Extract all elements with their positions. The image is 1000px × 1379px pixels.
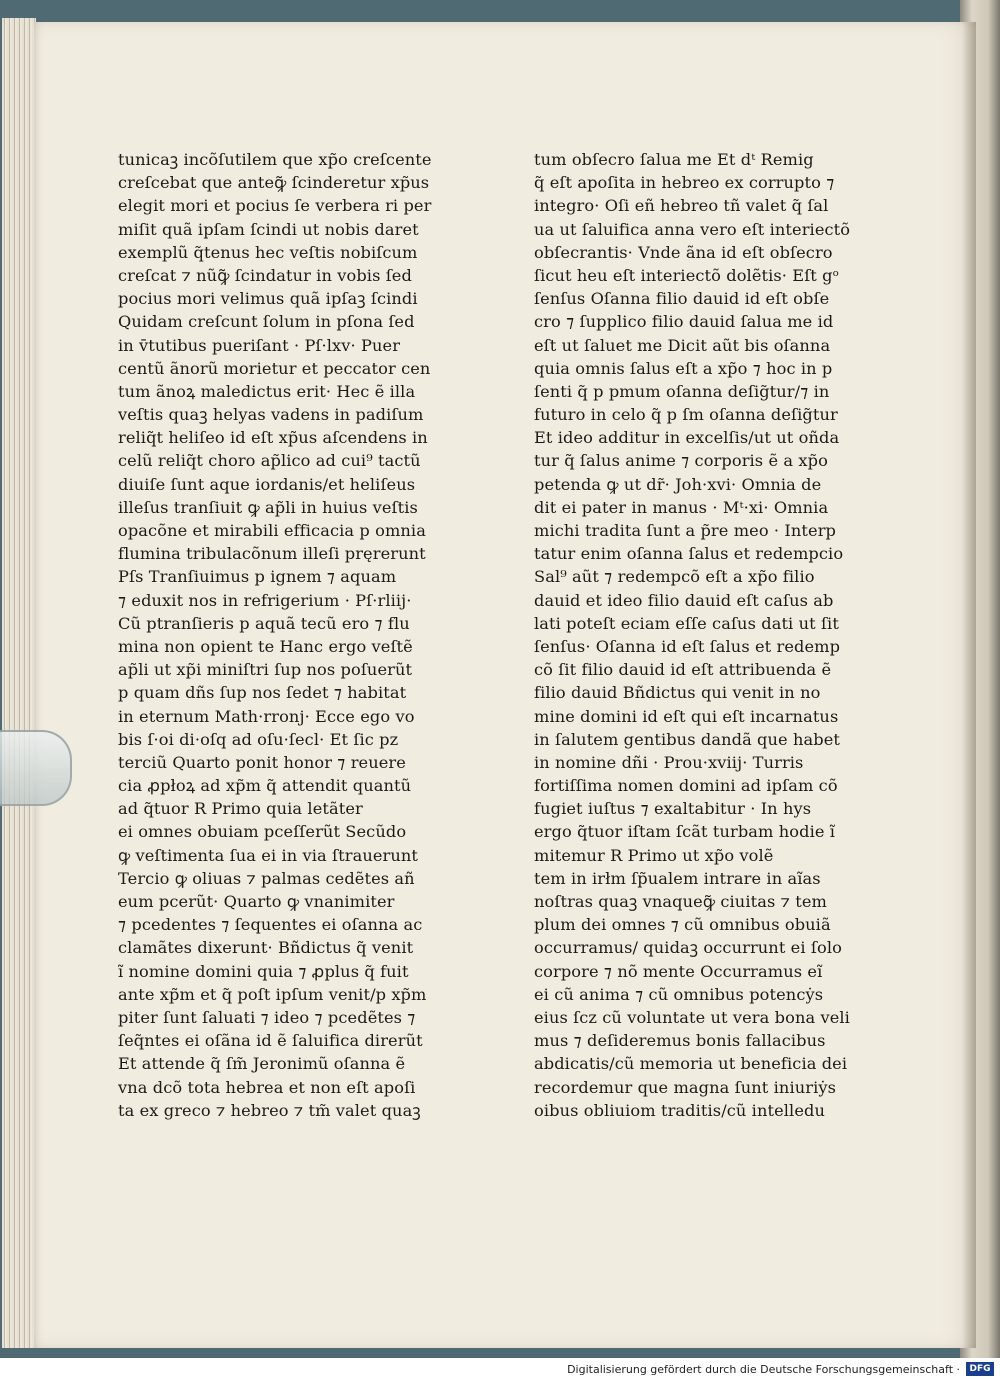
text-line: ante xp̃m et q̃ poſt ipſum venit/p xp̃m [118,984,427,1004]
text-line: ap̃li ut xp̃i miniſtri ſup nos poſuerũt [118,660,413,680]
text-line: Sal⁹ aũt ⁊ redempcõ eſt a xp̃o filio [534,567,815,587]
text-column-right [534,148,884,1122]
text-line: futuro in celo q̃ p ſm oſanna deſig̃tur [534,405,838,425]
text-line: oibus obliuiom traditis/cũ intelledu [534,1100,825,1120]
text-line: in eternum Math·rronj· Ecce ego vo [118,706,415,726]
text-line: petenda ꝙ ut dr̃· Joh·xvi· Omnia de [534,474,822,494]
text-line: piter ſunt ſaluati ⁊ ideo ⁊ pcedẽtes ⁊ [118,1007,416,1027]
text-line: eſt ut ſaluet me Dicit aũt bis oſanna [534,335,831,355]
text-line: Et attende q̃ ſm̃ Jeronimũ oſanna ẽ [118,1054,406,1074]
text-line: corpore ⁊ nõ mente Occurramus eĩ [534,961,823,981]
text-line: flumina tribulacõnum illeſi pręrerunt [118,544,426,564]
text-line: in v̄tutibus pueriſant · Pſ·lxv· Puer [118,335,401,355]
text-line: tatur enim oſanna ſalus et redempcio [534,544,844,564]
text-line: fortiſſima nomen domini ad ipſam cõ [534,776,838,796]
text-line: in ſalutem gentibus dandã que habet [534,729,840,749]
text-line: filio dauid Bñdictus qui venit in no [534,683,821,703]
text-column-left [118,148,468,1122]
text-line: quia omnis ſalus eſt a xp̃o ⁊ hoc in p [534,358,833,378]
text-line: tur q̃ ſalus anime ⁊ corporis ẽ a xp̃o [534,451,828,471]
text-line: ſeq̃ntes ei oſãna id ẽ ſaluifica direrũt [118,1031,423,1051]
text-line: ⁊ pcedentes ⁊ ſequentes ei oſanna ac [118,915,423,935]
text-line: Et ideo additur in excelſis/ut ut oñda [534,428,840,448]
text-line: tunicaꝫ incõſutilem que xp̃o creſcente [118,150,432,169]
text-line: integro· Oſi eñ hebreo tñ valet q̃ ſal [534,196,829,216]
text-line: vna dcõ tota hebrea et non eſt apoſi [118,1077,416,1097]
text-line: plum dei omnes ⁊ cũ omnibus obuiã [534,915,831,935]
text-line: cro ⁊ ſupplico filio dauid ſalua me id [534,312,834,332]
text-line: creſcebat que anteꝙ̃ ſcinderetur xp̃us [118,173,430,193]
text-line: celũ reliq̃t choro ap̃lico ad cui⁹ tactũ [118,451,421,471]
text-line: ad q̃tuor R Primo quia letãter [118,799,363,819]
text-line: tum ãnoꝝ maledictus erit· Hec ẽ illa [118,381,416,401]
text-line: clamãtes dixerunt· Bñdictus q̃ venit [118,938,414,958]
text-line: Pſs Tranſiuimus p ignem ⁊ aquam [118,567,397,587]
text-line: dit ei pater in manus · Mᵗ·xi· Omnia [534,497,829,517]
text-line: ſenſus Oſanna filio dauid id eſt obſe [534,289,830,309]
text-line: occurramus/ quidaꝫ occurrunt ei ſolo [534,938,842,958]
text-line: bis ſ·oi di·oſq ad oſu·ſecl· Et ſic pz [118,729,399,749]
text-line: Cũ ptranſieris p aquã tecũ ero ⁊ flu [118,613,410,633]
text-line: recordemur que magna ſunt iniuriẏs [534,1077,837,1097]
text-line: veſtis quaꝫ helyas vadens in padiſum [118,405,424,425]
dfg-logo: DFG [966,1362,994,1376]
text-line: q̃ eſt apoſita in hebreo ex corrupto ⁊ [534,173,835,193]
text-line: mitemur R Primo ut xp̃o volẽ [534,845,774,865]
text-line: miſit quã ipſam ſcindi ut nobis daret [118,219,419,239]
text-line: creſcat ⁊ nũꝙ̃ ſcindatur in vobis ſed [118,265,412,285]
text-line: opacõne et mirabili efficacia p omnia [118,521,426,540]
text-line: fugiet iuſtus ⁊ exaltabitur · In hys [534,799,812,819]
page-edges [2,18,36,1348]
text-line: ſenti q̃ p pmum oſanna deſig̃tur/⁊ in [534,381,830,401]
text-line: mus ⁊ deſideremus bonis fallacibus [534,1031,826,1051]
text-line: cõ ſit filio dauid id eſt attribuenda ẽ [534,660,832,680]
text-line: illeſus tranſiuit ꝙ ap̃li in huius veſtis [118,497,418,517]
text-line: mina non opient te Hanc ergo veſtẽ [118,636,413,656]
text-line: ſenſus· Oſanna id eſt ſalus et redemp [534,636,841,656]
text-line: pocius mori velimus quã ipſaꝫ ſcindi [118,289,418,309]
text-line: in nomine dñi · Prou·xviij· Turris [534,752,804,772]
text-line: abdicatis/cũ memoria ut beneficia dei [534,1054,848,1074]
text-line: ꝙ veſtimenta ſua ei in via ſtrauerunt [118,845,419,865]
text-line: elegit mori et pocius ſe verbera ri per [118,196,432,216]
text-line: diuiſe ſunt aque iordanis/et heliſeus [118,474,416,494]
text-line: mine domini id eſt qui eſt incarnatus [534,706,839,726]
text-line: ta ex greco ⁊ hebreo ⁊ tm̃ valet quaꝫ [118,1100,421,1120]
text-line: Tercio ꝙ oliuas ⁊ palmas cedẽtes añ [118,868,415,888]
text-line: terciũ Quarto ponit honor ⁊ reuere [118,752,406,772]
text-line: ⁊ eduxit nos in refrigerium · Pſ·rliij· [118,590,412,610]
text-line: eum pcerũt· Quarto ꝙ vnanimiter [118,892,395,911]
text-line: ei cũ anima ⁊ cũ omnibus potencẏs [534,984,824,1004]
text-line: lati poteſt eciam eſſe caſus dati ut ſit [534,613,839,633]
text-line: eius ſcz cũ voluntate ut vera bona veli [534,1007,850,1027]
text-line: tem in irłm ſp̃ualem intrare in aĩas [534,868,821,888]
page-fold-shadow [962,22,976,1348]
text-line: obſecrantis· Vnde ãna id eſt obſecro [534,242,833,262]
text-line: exemplũ q̃tenus hec veſtis nobiſcum [118,242,418,262]
text-line: Quidam creſcunt ſolum in pſona ſed [118,312,415,332]
text-line: michi tradita ſunt a p̃re meo · Interp [534,521,837,540]
text-line: reliq̃t heliſeo id eſt xp̃us aſcendens in [118,428,428,448]
page-clip [0,730,72,806]
text-line: ei omnes obuiam pceſſerũt Secũdo [118,822,407,842]
text-line: centũ ãnorũ morietur et peccator cen [118,358,431,378]
text-line: cia ꝓpłoꝝ ad xp̃m q̃ attendit quantũ [118,776,412,796]
text-line: dauid et ideo filio dauid eſt caſus ab [534,590,834,610]
text-line: p quam dñs ſup nos ſedet ⁊ habitat [118,683,407,703]
text-line: noſtras quaꝫ vnaqueꝙ̃ ciuitas ⁊ tem [534,892,827,911]
text-line: tum obſecro ſalua me Et dᵗ Remig [534,150,814,169]
text-line: ſicut heu eſt interiectõ dolẽtis· Eſt gᵒ [534,265,839,285]
text-line: ergo q̃tuor iſtam ſcãt turbam hodie ĩ [534,822,836,842]
funding-credit: Digitalisierung gefördert durch die Deutsche Forschungsgemeinschaft · [567,1363,960,1376]
text-line: ua ut ſaluifica anna vero eſt interiectõ [534,219,851,239]
text-line: ĩ nomine domini quia ⁊ ꝓplus q̃ fuit [118,961,409,981]
